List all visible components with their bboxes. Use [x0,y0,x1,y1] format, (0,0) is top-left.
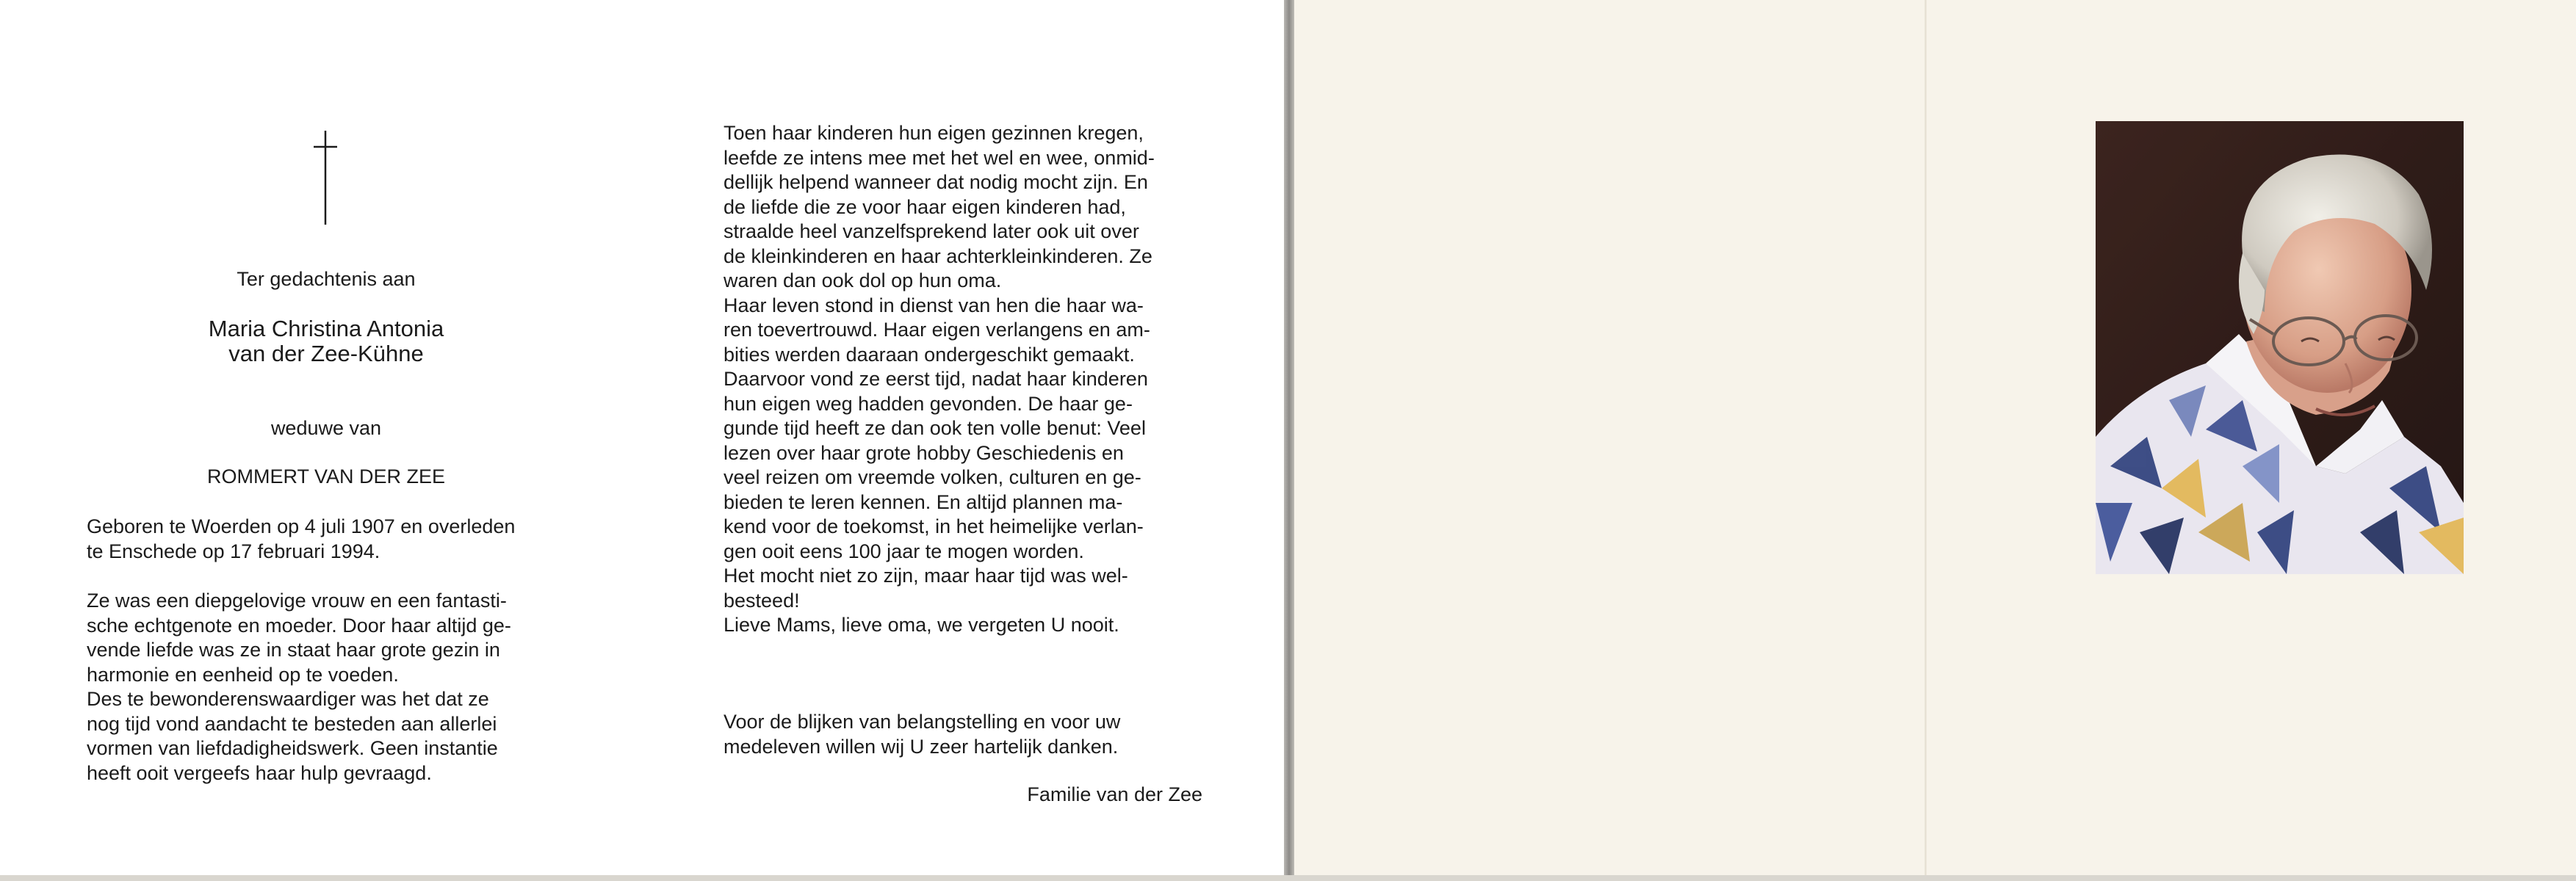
family-signature: Familie van der Zee [1027,783,1202,805]
deceased-name-line1: Maria Christina Antonia [208,316,444,341]
widow-of-label: weduwe van [270,417,382,439]
scan-bottom-edge [0,875,2576,881]
biography-paragraph-2: Toen haar kinderen hun eigen gezinnen kregen, leefde ze intens mee met het wel en wee, onmid- dellijk helpend wanneer dat nodig mocht zijn. En de liefde die ze voor haar eigen kinderen had, straalde heel vanzelfsprekend later ook uit over de kleinkinderen en haar achterkleinkinderen. Ze waren dan ook dol op hun oma. Haar leven stond in dienst van hen die haar wa- ren toevertrouwd. Haar eigen verlangens en am- bities werden daaraan ondergeschikt gemaakt. Daarvoor vond ze eerst tijd, nadat haar kinderen hun eigen weg hadden gevonden. De haar ge- gunde tijd heeft ze dan ook ten volle benut: Veel lezen over haar grote hobby Geschiedenis en veel reizen om vreemde volken, culturen en ge- bieden te leren kennen. En altijd plannen ma- kend voor de toekomst, in het heimelijke verlan- gen ooit eens 100 jaar te mogen worden. Het mocht niet zo zijn, maar haar tijd was wel- besteed! Lieve Mams, lieve oma, we vergeten U nooit. [724,122,1155,636]
dedication-intro: Ter gedachtenis aan [237,268,416,290]
biography-paragraph-1: Ze was een diepgelovige vrouw en een fantasti- sche echtgenote en moeder. Door haar altijd ge- vende liefde was ze in staat haar grote gezin in harmonie en eenheid op te voeden. Des te bewonderenswaardiger was het dat ze nog tijd vond aandacht te besteden aan allerlei vormen van liefdadigheidswerk. Geen instantie heeft ooit vergeefs haar hulp gevraagd. [87,590,511,784]
thanks-text: Voor de blijken van belangstelling en voor uw medeleven willen wij U zeer hartelijk danken. [724,711,1121,758]
card-fold-gap [1284,0,1294,881]
deceased-name-line2: van der Zee-Kühne [228,341,424,366]
husband-name: ROMMERT VAN DER ZEE [206,465,446,487]
cross-icon [300,131,351,225]
portrait-photo [2096,121,2464,574]
birth-death-text: Geboren te Woerden op 4 juli 1907 en overleden te Enschede op 17 februari 1994. [87,515,516,562]
left-card-page [0,0,1284,875]
